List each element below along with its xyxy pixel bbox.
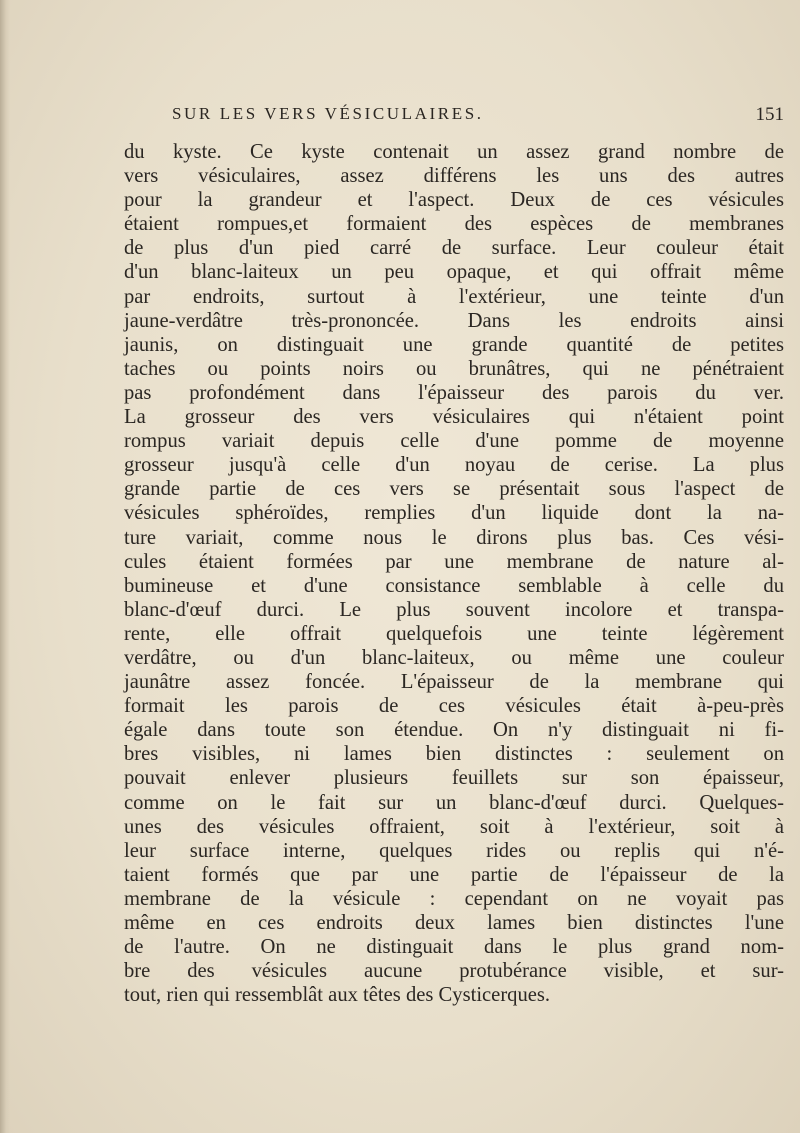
text-line: pas profondément dans l'épaisseur des parois du ver. (124, 381, 784, 404)
text-line: jaunis, on distinguait une grande quantité de petites (124, 333, 784, 356)
text-line: rompus variait depuis celle d'une pomme de moyenne (124, 430, 784, 453)
text-line: d'un blanc-laiteux un peu opaque, et qui offrait même (124, 261, 784, 284)
page-header (172, 104, 784, 130)
text-line: vésicules sphéroïdes, remplies d'un liquide dont la na- (124, 502, 784, 525)
text-line: de plus d'un pied carré de surface. Leur couleur était (124, 237, 784, 260)
text-line: bres visibles, ni lames bien distinctes : seulement on (124, 743, 784, 766)
text-line: pour la grandeur et l'aspect. Deux de ces vésicules (124, 189, 784, 212)
text-line: tout, rien qui ressemblât aux têtes des Cysticerques. (124, 984, 551, 1007)
text-line: jaunâtre assez foncée. L'épaisseur de la membrane qui (124, 671, 784, 694)
text-line: bumineuse et d'une consistance semblable à celle du (124, 574, 784, 597)
text-line: par endroits, surtout à l'extérieur, une teinte d'un (124, 285, 784, 308)
text-line: du kyste. Ce kyste contenait un assez grand nombre de (124, 141, 784, 163)
text-line: taches ou points noirs ou brunâtres, qui ne pénétraient (124, 357, 784, 380)
text-line: jaune-verdâtre très-prononcée. Dans les endroits ainsi (124, 309, 784, 332)
text-line: grande partie de ces vers se présentait sous l'aspect de (124, 478, 784, 501)
text-line: même en ces endroits deux lames bien distinctes l'une (124, 912, 784, 934)
page-number: 151 (755, 104, 784, 125)
text-line: rente, elle offrait quelquefois une teinte légèrement (124, 622, 784, 645)
text-line: unes des vésicules offraient, soit à l'extérieur, soit à (124, 815, 784, 838)
text-line: taient formés que par une partie de l'épaisseur de la (124, 863, 784, 886)
running-head: SUR LES VERS VÉSICULAIRES. (172, 104, 484, 123)
text-line: cules étaient formées par une membrane de nature al- (124, 550, 784, 573)
text-line: étaient rompues,et formaient des espèces de membranes (124, 213, 784, 236)
text-line: blanc-d'œuf durci. Le plus souvent incolore et transpa- (124, 598, 784, 621)
text-line: de l'autre. On ne distinguait dans le plus grand nom- (124, 936, 784, 959)
text-line: pouvait enlever plusieurs feuillets sur son épaisseur, (124, 767, 784, 790)
text-line: bre des vésicules aucune protubérance visible, et sur- (124, 960, 784, 983)
body-text (124, 140, 784, 1007)
page-binding-edge (0, 0, 10, 1133)
text-line: ture variait, comme nous le dirons plus bas. Ces vési- (124, 526, 784, 549)
text-line: leur surface interne, quelques rides ou replis qui n'é- (124, 839, 784, 862)
text-line: membrane de la vésicule : cependant on ne voyait pas (124, 887, 784, 910)
text-line: égale dans toute son étendue. On n'y distinguait ni fi- (124, 719, 784, 742)
text-line: formait les parois de ces vésicules était à-peu-près (124, 695, 784, 718)
text-line: vers vésiculaires, assez différens les uns des autres (124, 165, 784, 188)
text-line: verdâtre, ou d'un blanc-laiteux, ou même une couleur (124, 646, 784, 669)
text-line: La grosseur des vers vésiculaires qui n'étaient point (124, 406, 784, 429)
text-line: comme on le fait sur un blanc-d'œuf durci. Quelques- (124, 791, 784, 814)
text-line: grosseur jusqu'à celle d'un noyau de cerise. La plus (124, 454, 784, 477)
